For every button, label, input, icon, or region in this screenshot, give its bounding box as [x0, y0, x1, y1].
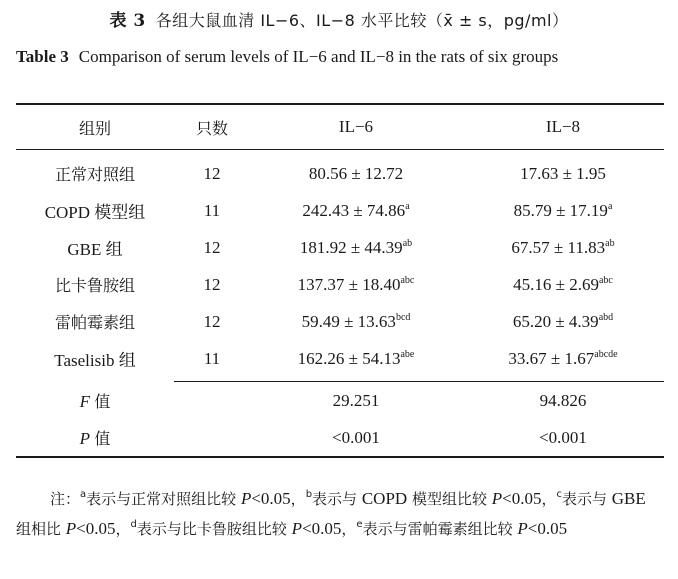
il6-superscript: bcd [395, 311, 411, 323]
table-row [16, 340, 664, 382]
cell-il6 [250, 266, 462, 303]
note-mark: a [80, 489, 87, 500]
il8-value: 65.20 ± 4.39 [512, 311, 599, 331]
il6-value: 80.56 ± 12.72 [308, 163, 404, 183]
il8-superscript: abd [598, 311, 614, 323]
cell-group: Taselisib 组 [54, 351, 136, 371]
stat-il8: <0.001 [539, 427, 587, 447]
stat-il6: 29.251 [250, 382, 462, 420]
cell-il6 [250, 229, 462, 266]
il8-value: 67.57 ± 11.83 [511, 237, 606, 257]
il8-value: 45.16 ± 2.69 [513, 274, 599, 294]
note-term: COPD [361, 489, 408, 508]
il6-value: 137.37 ± 18.40 [297, 274, 401, 294]
table-row [16, 192, 664, 229]
table-row [16, 266, 664, 303]
cell-group: 雷帕霉素组 [54, 313, 135, 332]
il8-value: 33.67 ± 1.67 [508, 348, 595, 368]
il6-value: 162.26 ± 54.13 [297, 348, 401, 368]
cell-count: 12 [203, 237, 221, 257]
note-item: $^d$表示与比卡鲁胺组比较 P<0.05， [130, 519, 357, 538]
cell-group: 正常对照组 [54, 165, 135, 184]
note-item: $^a$表示与正常对照组比较 P<0.05， [80, 489, 306, 508]
note-pvalue: P<0.05 [65, 519, 116, 538]
cell-il6 [250, 150, 462, 193]
cell-il8 [462, 266, 664, 303]
table-header-row [16, 104, 664, 150]
cell-il8 [462, 150, 664, 193]
stat-label [16, 382, 174, 420]
table-row [16, 303, 664, 340]
note-item: $^e$表示与雷帕霉素组比较 P<0.05 [356, 519, 568, 538]
note-mark: b [305, 489, 313, 500]
header-il8: IL−8 [545, 117, 581, 136]
data-table [16, 103, 664, 458]
stat-row [16, 382, 664, 420]
il8-value: 85.79 ± 17.19 [513, 200, 608, 220]
note-item: $^c$表示与 GBE 组相比 P<0.05， [16, 489, 646, 538]
il6-value: 242.43 ± 74.86 [302, 200, 406, 220]
stat-suffix: 值 [94, 391, 111, 411]
il6-superscript: ab [402, 237, 413, 249]
table-title-cn-text: 各组大鼠血清 IL−6、IL−8 水平比较（x̄ ± s，pg/ml） [155, 11, 569, 30]
cell-il6 [250, 192, 462, 229]
header-count: 只数 [195, 118, 228, 138]
il8-superscript: abc [598, 274, 613, 286]
note-pvalue: P<0.05 [517, 519, 568, 538]
il6-superscript: a [405, 200, 410, 212]
note-mark: c [556, 489, 562, 500]
note-mark: d [130, 519, 137, 530]
il8-superscript: abcde [594, 348, 618, 360]
table-row [16, 229, 664, 266]
stat-variable: F [79, 391, 91, 411]
note-pvalue: P<0.05 [291, 519, 342, 538]
table-number-cn: 表 3 [109, 11, 146, 31]
cell-count: 12 [203, 311, 221, 331]
stat-suffix: 值 [94, 429, 111, 448]
header-group: 组别 [78, 118, 111, 138]
stat-il6: <0.001 [332, 427, 380, 447]
il8-value: 17.63 ± 1.95 [520, 163, 606, 183]
il6-superscript: abe [400, 348, 415, 360]
note-term: GBE [611, 489, 646, 508]
cell-il6 [250, 340, 462, 382]
cell-group: GBE 组 [67, 240, 123, 259]
table-title-cn [0, 6, 678, 31]
cell-il8 [462, 303, 664, 340]
cell-il6 [250, 303, 462, 340]
note-prefix: 注： [50, 490, 81, 508]
il6-superscript: abc [400, 274, 415, 286]
cell-count: 12 [203, 163, 221, 183]
il8-superscript: ab [605, 237, 615, 249]
note-pvalue: P<0.05 [240, 489, 291, 508]
il6-value: 59.49 ± 13.63 [301, 311, 396, 331]
note-mark: e [356, 519, 363, 530]
il8-superscript: a [607, 200, 613, 212]
table-row [16, 150, 664, 193]
cell-count: 11 [203, 200, 221, 220]
stat-row [16, 419, 664, 457]
cell-count: 11 [203, 348, 221, 368]
cell-count: 12 [203, 274, 221, 294]
header-il6: IL−6 [338, 117, 374, 136]
cell-il8 [462, 192, 664, 229]
cell-il8 [462, 340, 664, 382]
cell-group: 比卡鲁胺组 [54, 276, 135, 295]
table-title-en [16, 44, 664, 70]
cell-il8 [462, 229, 664, 266]
il6-value: 181.92 ± 44.39 [299, 237, 403, 257]
note-item: $^b$表示与 COPD 模型组比较 P<0.05， [305, 489, 557, 508]
stat-count-empty [174, 382, 250, 420]
stat-variable: P [79, 429, 91, 448]
stat-label [16, 419, 174, 457]
note-pvalue: P<0.05 [491, 489, 542, 508]
table-title-en-text: Comparison of serum levels of IL−6 and IL−8 in the rats of six groups [78, 47, 559, 66]
stat-count-empty [174, 419, 250, 457]
table-label-en: Table 3 [16, 47, 69, 66]
stat-il8: 94.826 [462, 382, 664, 420]
table-footnote [16, 484, 664, 544]
cell-group: COPD 模型组 [44, 203, 146, 222]
